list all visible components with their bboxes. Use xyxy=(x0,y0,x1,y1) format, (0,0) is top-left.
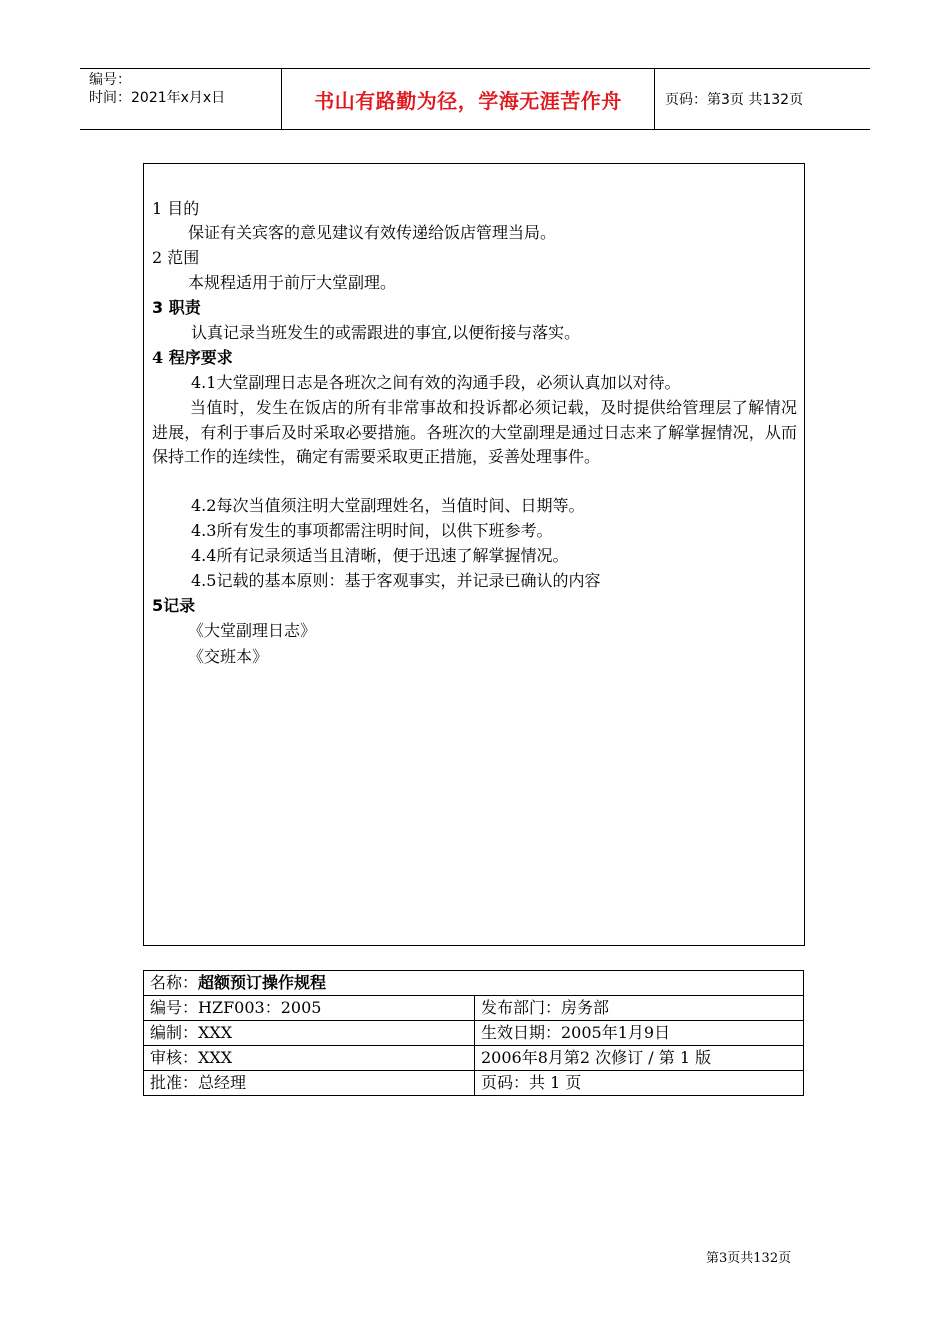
revision-cell: 2006年8月第2 次修订 / 第 1 版 xyxy=(475,1046,804,1071)
clause-4-5: 4.5记载的基本原则：基于客观事实，并记录已确认的内容 xyxy=(191,571,601,590)
section-1-text: 保证有关宾客的意见建议有效传递给饭店管理当局。 xyxy=(188,223,557,242)
page-footer: 第3页共132页 xyxy=(706,1251,792,1266)
page-count-cell: 页码：共 1 页 xyxy=(475,1071,804,1096)
table-row xyxy=(144,996,804,1021)
document-info-table xyxy=(143,970,804,1096)
table-row xyxy=(144,1046,804,1071)
header-meta xyxy=(89,71,279,107)
document-number-cell: 编号：HZF003：2005 xyxy=(144,996,475,1021)
compiler-cell: 编制：XXX xyxy=(144,1021,475,1046)
name-label: 名称： xyxy=(150,973,199,992)
record-item: 《交班本》 xyxy=(188,647,269,666)
clause-4-2: 4.2每次当值须注明大堂副理姓名，当值时间、日期等。 xyxy=(191,496,585,515)
issuing-department-cell: 发布部门：房务部 xyxy=(475,996,804,1021)
clause-4-1-detail: 当值时，发生在饭店的所有非常事故和投诉都必须记载，及时提供给管理层了解情况进展，有利于事后及时采取必要措施。各班次的大堂副理是通过日志来了解掌握情况，从而保持工作的连续性，确定有需要采取更正措施，妥善处理事件。 xyxy=(152,398,797,466)
name-cell xyxy=(144,971,804,996)
procedure-name: 超额预订操作规程 xyxy=(198,973,327,992)
approver-cell: 批准：总经理 xyxy=(144,1071,475,1096)
table-row xyxy=(144,1021,804,1046)
document-number-label: 编号： xyxy=(89,72,131,88)
section-4-title: 4 程序要求 xyxy=(152,348,233,367)
section-1-title: 1 目的 xyxy=(152,199,200,218)
document-date: 时间：2021年x月x日 xyxy=(89,90,226,106)
clause-4-1: 4.1大堂副理日志是各班次之间有效的沟通手段，必须认真加以对待。 xyxy=(191,373,681,392)
section-2-title: 2 范围 xyxy=(152,248,200,267)
section-5-title: 5记录 xyxy=(152,596,196,615)
page-header xyxy=(80,68,870,130)
reviewer-cell: 审核：XXX xyxy=(144,1046,475,1071)
section-2-text: 本规程适用于前厅大堂副理。 xyxy=(188,273,397,292)
procedure-content xyxy=(143,163,805,946)
header-motto: 书山有路勤为径，学海无涯苦作舟 xyxy=(314,88,622,113)
effective-date-cell: 生效日期：2005年1月9日 xyxy=(475,1021,804,1046)
section-3-title: 3 职责 xyxy=(152,298,201,317)
section-3-text: 认真记录当班发生的或需跟进的事宜,以便衔接与落实。 xyxy=(191,323,581,342)
header-divider xyxy=(654,69,655,129)
clause-4-3: 4.3所有发生的事项都需注明时间，以供下班参考。 xyxy=(191,521,553,540)
table-row xyxy=(144,971,804,996)
clause-4-4: 4.4所有记录须适当且清晰，便于迅速了解掌握情况。 xyxy=(191,546,569,565)
header-page-info: 页码：第3页 共132页 xyxy=(665,92,804,108)
record-item: 《大堂副理日志》 xyxy=(188,621,317,640)
table-row xyxy=(144,1071,804,1096)
